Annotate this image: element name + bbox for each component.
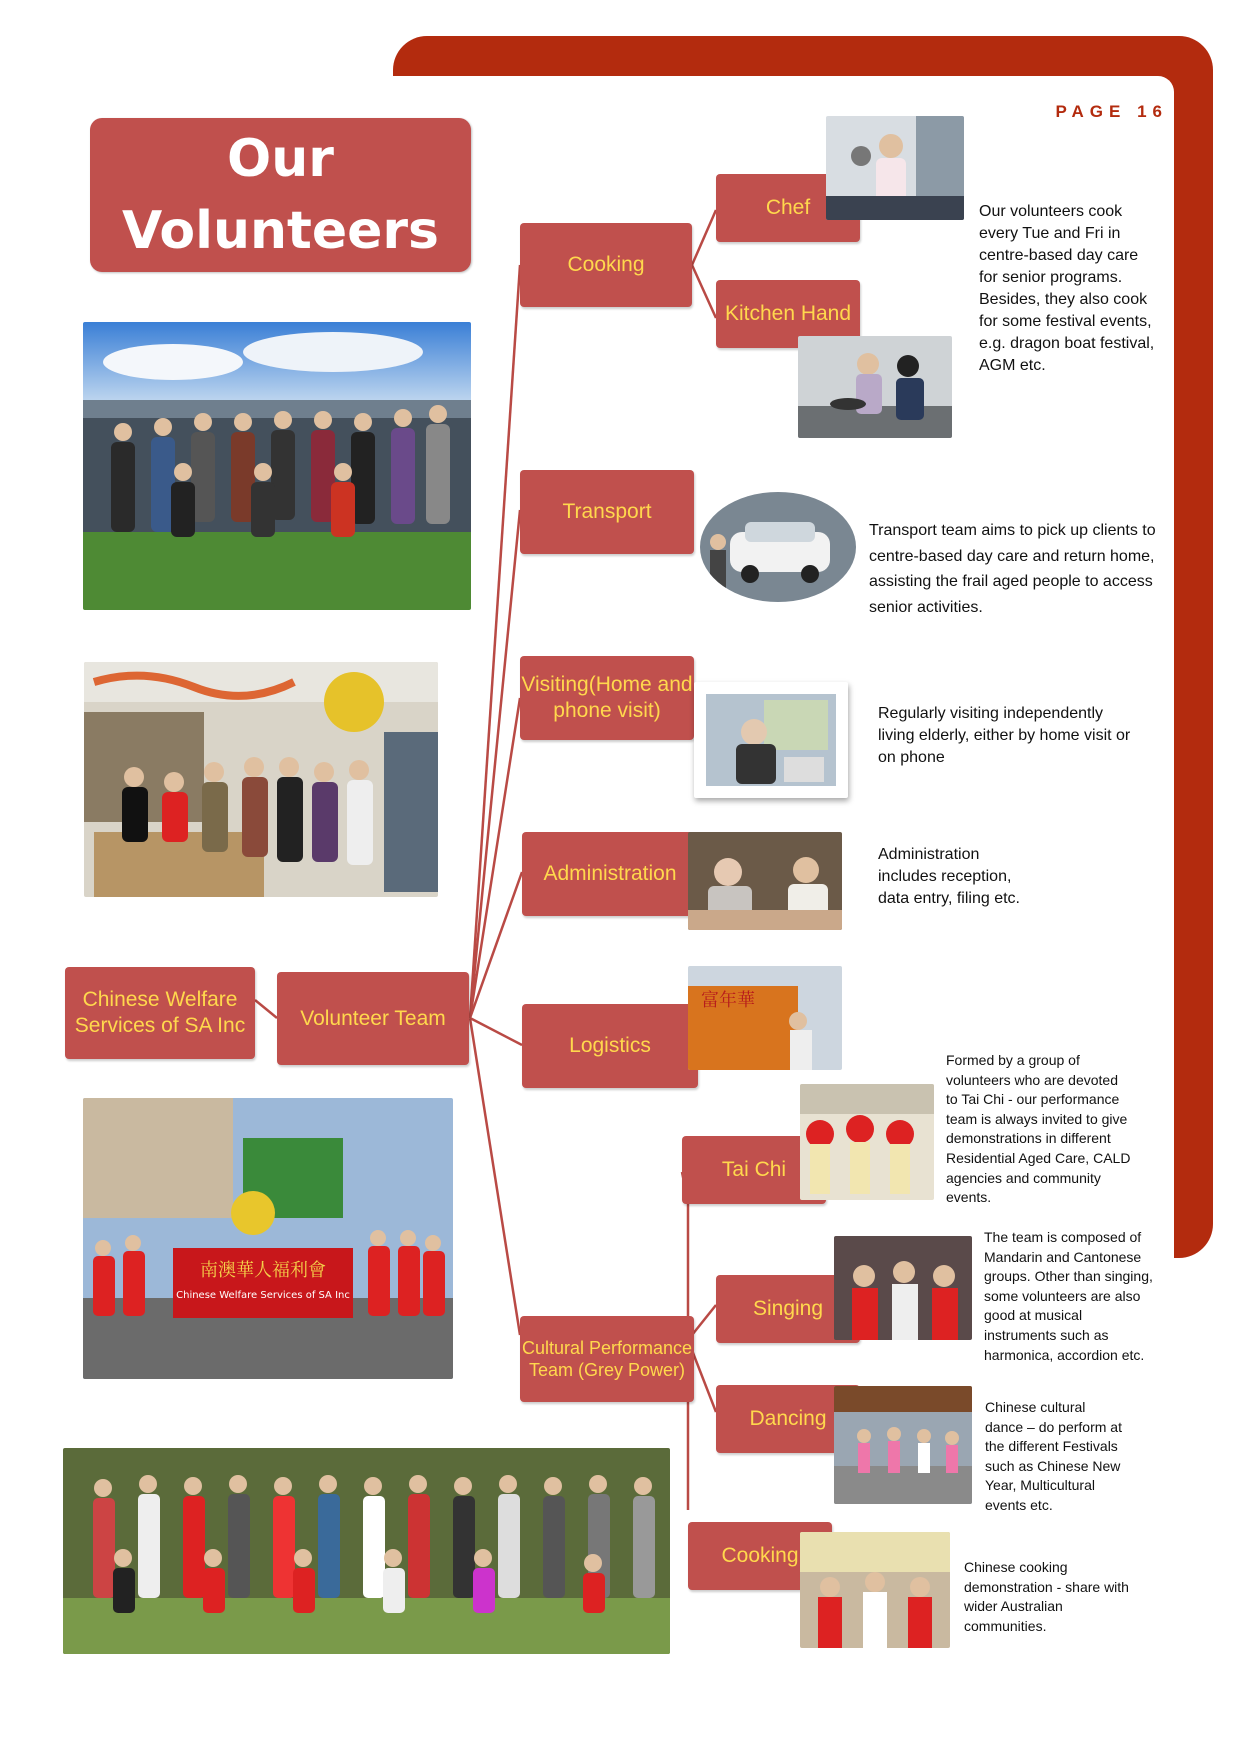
visiting-box (520, 656, 694, 740)
logistics-box (522, 1004, 698, 1088)
administration-description: Administration includes reception, data entry, filing etc. (878, 846, 1020, 907)
volunteer-team-box (277, 972, 469, 1065)
page-title: Our Volunteers (122, 129, 439, 261)
logistics-photo (688, 966, 842, 1070)
visiting-label: Visiting(Home and phone visit) (521, 673, 693, 722)
chef-photo (826, 116, 964, 220)
banner-english-text: Chinese Welfare Services of SA Inc (176, 1290, 350, 1301)
cooking-demo-label: Cooking (721, 1544, 799, 1567)
tai-chi-photo (800, 1084, 934, 1200)
cultural-team-label: Cultural Performance Team (Grey Power) (521, 1338, 693, 1380)
logistics-sign-text: 富年華 (701, 990, 755, 1011)
singing-photo (834, 1236, 972, 1340)
transport-box (520, 470, 694, 554)
singing-label: Singing (752, 1297, 824, 1320)
tai-chi-description: Formed by a group of volunteers who are devoted to Tai Chi - our performance team is always invited to give demonstrations in different Residential Aged Care, CALD agencies and community events. (946, 1052, 1131, 1206)
cooking-label: Cooking (567, 253, 645, 276)
visiting-description: Regularly visiting independently living elderly, either by home visit or on phone (878, 705, 1131, 766)
administration-box (522, 832, 698, 916)
group-photo-street-banner (83, 1098, 453, 1379)
kitchen-hand-label: Kitchen Hand (724, 302, 852, 325)
dancing-label: Dancing (749, 1407, 827, 1430)
group-photo-park (63, 1448, 670, 1654)
cooking-demo-description: Chinese cooking demonstration - share with wider Australian communities. (964, 1559, 1129, 1634)
administration-label: Administration (543, 862, 677, 885)
page-number: PAGE 16 (1055, 102, 1168, 121)
logistics-label: Logistics (569, 1034, 651, 1057)
org-label: Chinese Welfare Services of SA Inc (74, 988, 246, 1037)
cooking-description: Our volunteers cook every Tue and Fri in centre-based day care for senior programs. Besides, they also cook for some festival events, e.g. dragon boat festival, AGM etc. (979, 203, 1155, 374)
org-box (65, 967, 255, 1059)
cooking-box (520, 223, 692, 307)
transport-label: Transport (562, 500, 652, 523)
transport-photo (700, 492, 856, 602)
group-photo-office (84, 662, 438, 897)
group-photo-waterfront (83, 322, 471, 610)
singing-description: The team is composed of Mandarin and Cantonese groups. Other than singing, some volunteers are also good at musical instruments such as harmonica, accordion etc. (984, 1229, 1153, 1363)
administration-photo (688, 832, 842, 930)
tai-chi-label: Tai Chi (721, 1158, 787, 1181)
banner-chinese-text: 南澳華人福利會 (200, 1260, 326, 1281)
cooking-demo-photo (800, 1532, 950, 1648)
kitchen-hand-photo (798, 336, 952, 438)
chef-label: Chef (765, 196, 811, 219)
dancing-photo (834, 1386, 972, 1504)
volunteer-team-label: Volunteer Team (300, 1006, 446, 1030)
cultural-team-box (520, 1316, 694, 1402)
visiting-photo (694, 682, 848, 798)
transport-description: Transport team aims to pick up clients to centre-based day care and return home, assisting the frail aged people to access senior activities. (869, 522, 1156, 616)
dancing-description: Chinese cultural dance – do perform at the different Festivals such as Chinese New Year, Multicultural events etc. (985, 1399, 1122, 1513)
